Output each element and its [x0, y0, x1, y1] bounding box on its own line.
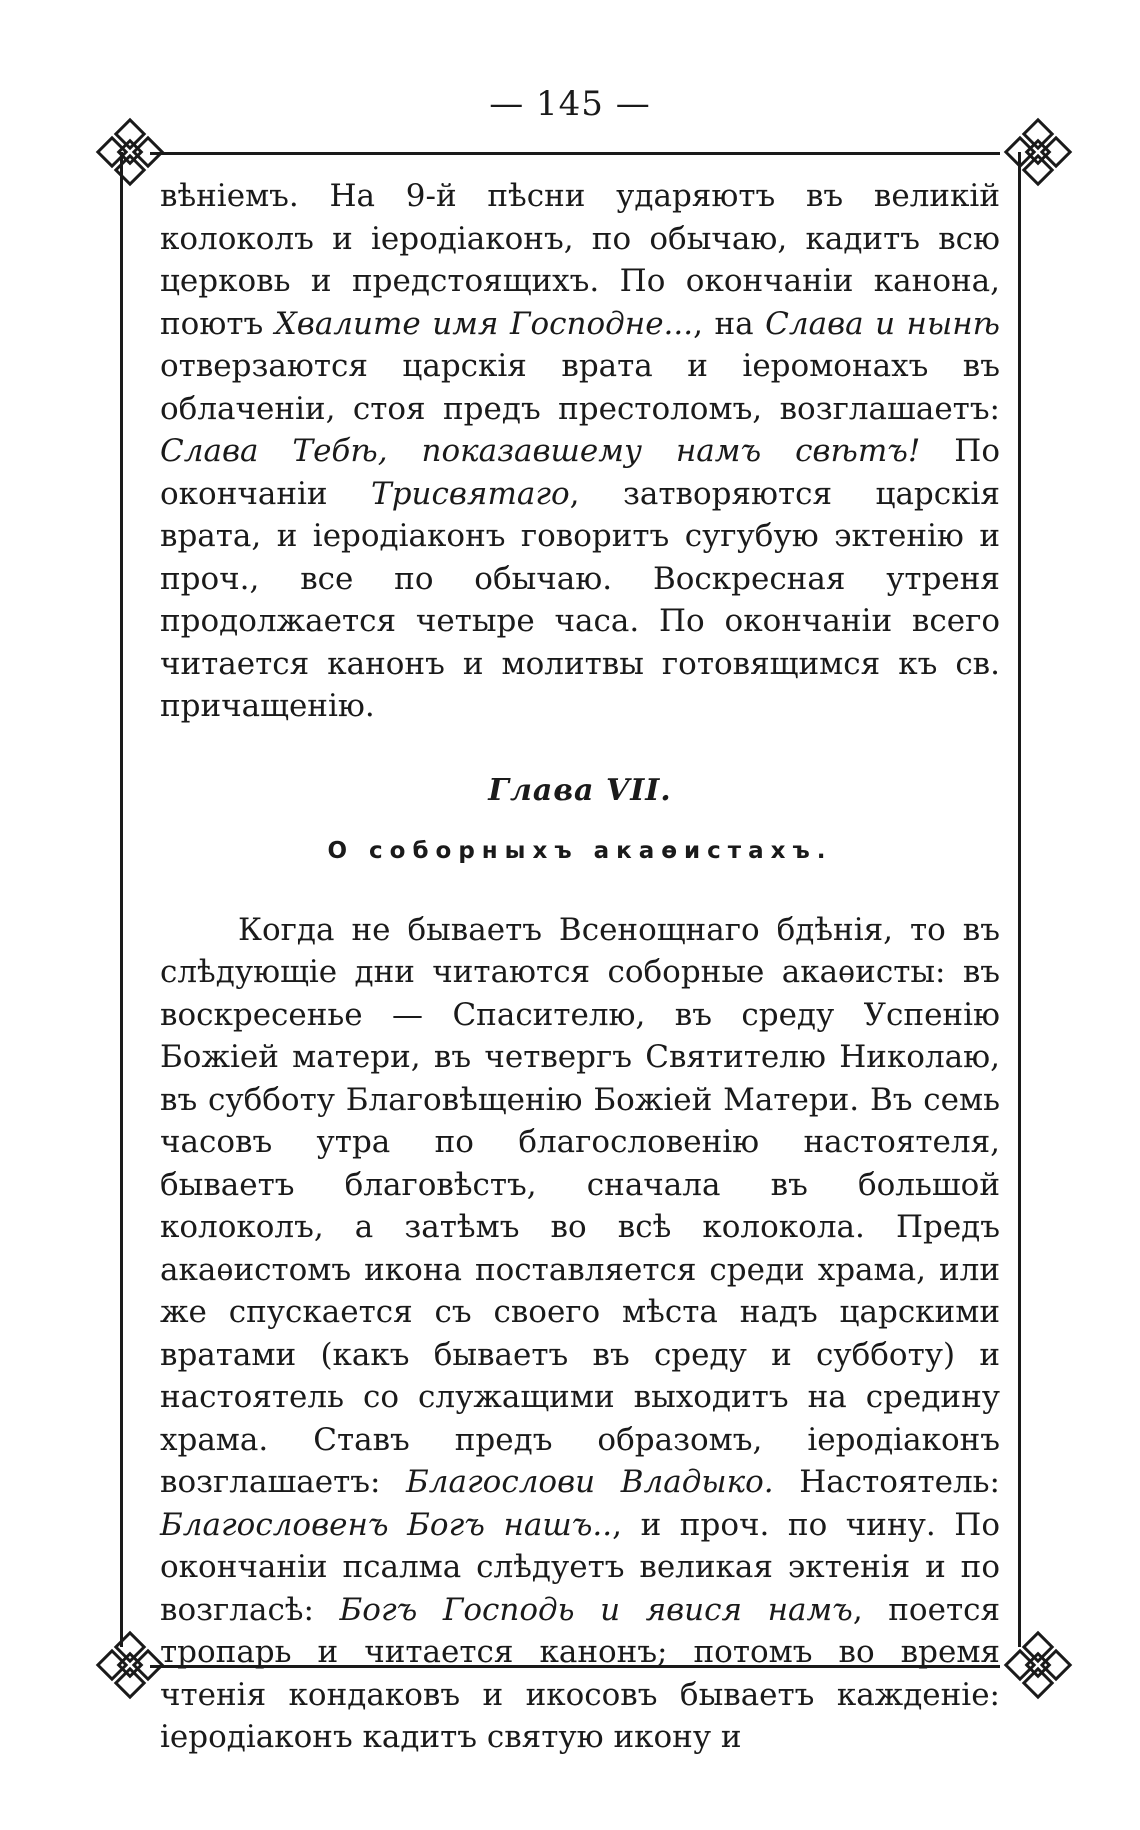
paragraph-liturgy-end — [160, 175, 1000, 728]
italic-phrase: Благослови Владыко. — [406, 1464, 774, 1500]
italic-phrase: Благословенъ Богъ нашъ.. — [160, 1506, 613, 1543]
text-run: , на — [693, 305, 766, 342]
chapter-subtitle: О соборныхъ акаѳистахъ. — [327, 838, 833, 864]
paragraph-akathists — [160, 909, 1000, 1759]
text-run: отверзаются царскія врата и іеромонахъ въ облаченіи, стоя предъ престоломъ, возглашаетъ: — [160, 348, 1000, 427]
italic-phrase: Богъ Господь и явися намъ — [339, 1591, 853, 1628]
text-run: Настоятель: — [773, 1464, 1000, 1500]
knot-ornament-icon — [92, 1627, 168, 1703]
italic-phrase: Слава Тебѣ, показавшему намъ свѣтъ! — [160, 433, 921, 469]
italic-phrase: Трисвятаго — [371, 475, 570, 512]
page-number: — 145 — — [489, 84, 651, 124]
text-run: Когда не бываетъ Всенощнаго бдѣнія, то въ слѣдующіе дни читаются соборные акаѳисты: въ воскресенье — Спасителю, въ среду Успенію Божіей матери, въ четвергъ Святителю Николаю, въ субботу Благовѣщенію Божіей Матери. Въ семь часовъ утра по благословенію настоятеля, бываетъ благовѣстъ, сначала въ большой колоколъ, а затѣмъ во всѣ колокола. Предъ акаѳистомъ икона поставляется среди храма, или же спускается съ своего мѣста надъ царскими вратами (какъ бываетъ въ среду и субботу) и настоятель со служащими выходитъ на средину храма. Ставъ предъ образомъ, іеродіаконъ возглашаетъ: — [160, 911, 1000, 1500]
knot-ornament-icon — [92, 114, 168, 190]
text-run: , поется тропарь и читается канонъ; потомъ во время чтенія кондаковъ и икосовъ бываетъ кажденіе: іеродіаконъ кадитъ святую икону и — [160, 1591, 1001, 1755]
knot-ornament-icon — [1000, 1627, 1076, 1703]
page-body — [160, 175, 1000, 1759]
chapter-heading: Глава VII. — [488, 772, 672, 808]
text-run: вѣніемъ. На 9-й пѣсни ударяютъ въ великій колоколъ и іеродіаконъ, по обычаю, кадитъ всю церковь и предстоящихъ. По окончаніи канона, поютъ — [160, 178, 1000, 342]
text-run: По окончаніи — [160, 433, 1000, 512]
knot-ornament-icon — [1000, 114, 1076, 190]
text-run: , затворяются царскія врата, и іеродіаконъ говоритъ сугубую эктенію и проч., все по обычаю. Воскресная утреня продолжается четыре часа. По окончаніи всего читается канонъ и молитвы готовящимся къ св. причащенію. — [160, 475, 1000, 724]
italic-phrase: Хвалите имя Господне... — [274, 305, 694, 342]
text-run: , и проч. по чину. По окончаніи псалма слѣдуетъ великая эктенія и по возгласѣ: — [160, 1506, 1000, 1628]
italic-phrase: Слава и нынѣ — [765, 305, 1001, 342]
